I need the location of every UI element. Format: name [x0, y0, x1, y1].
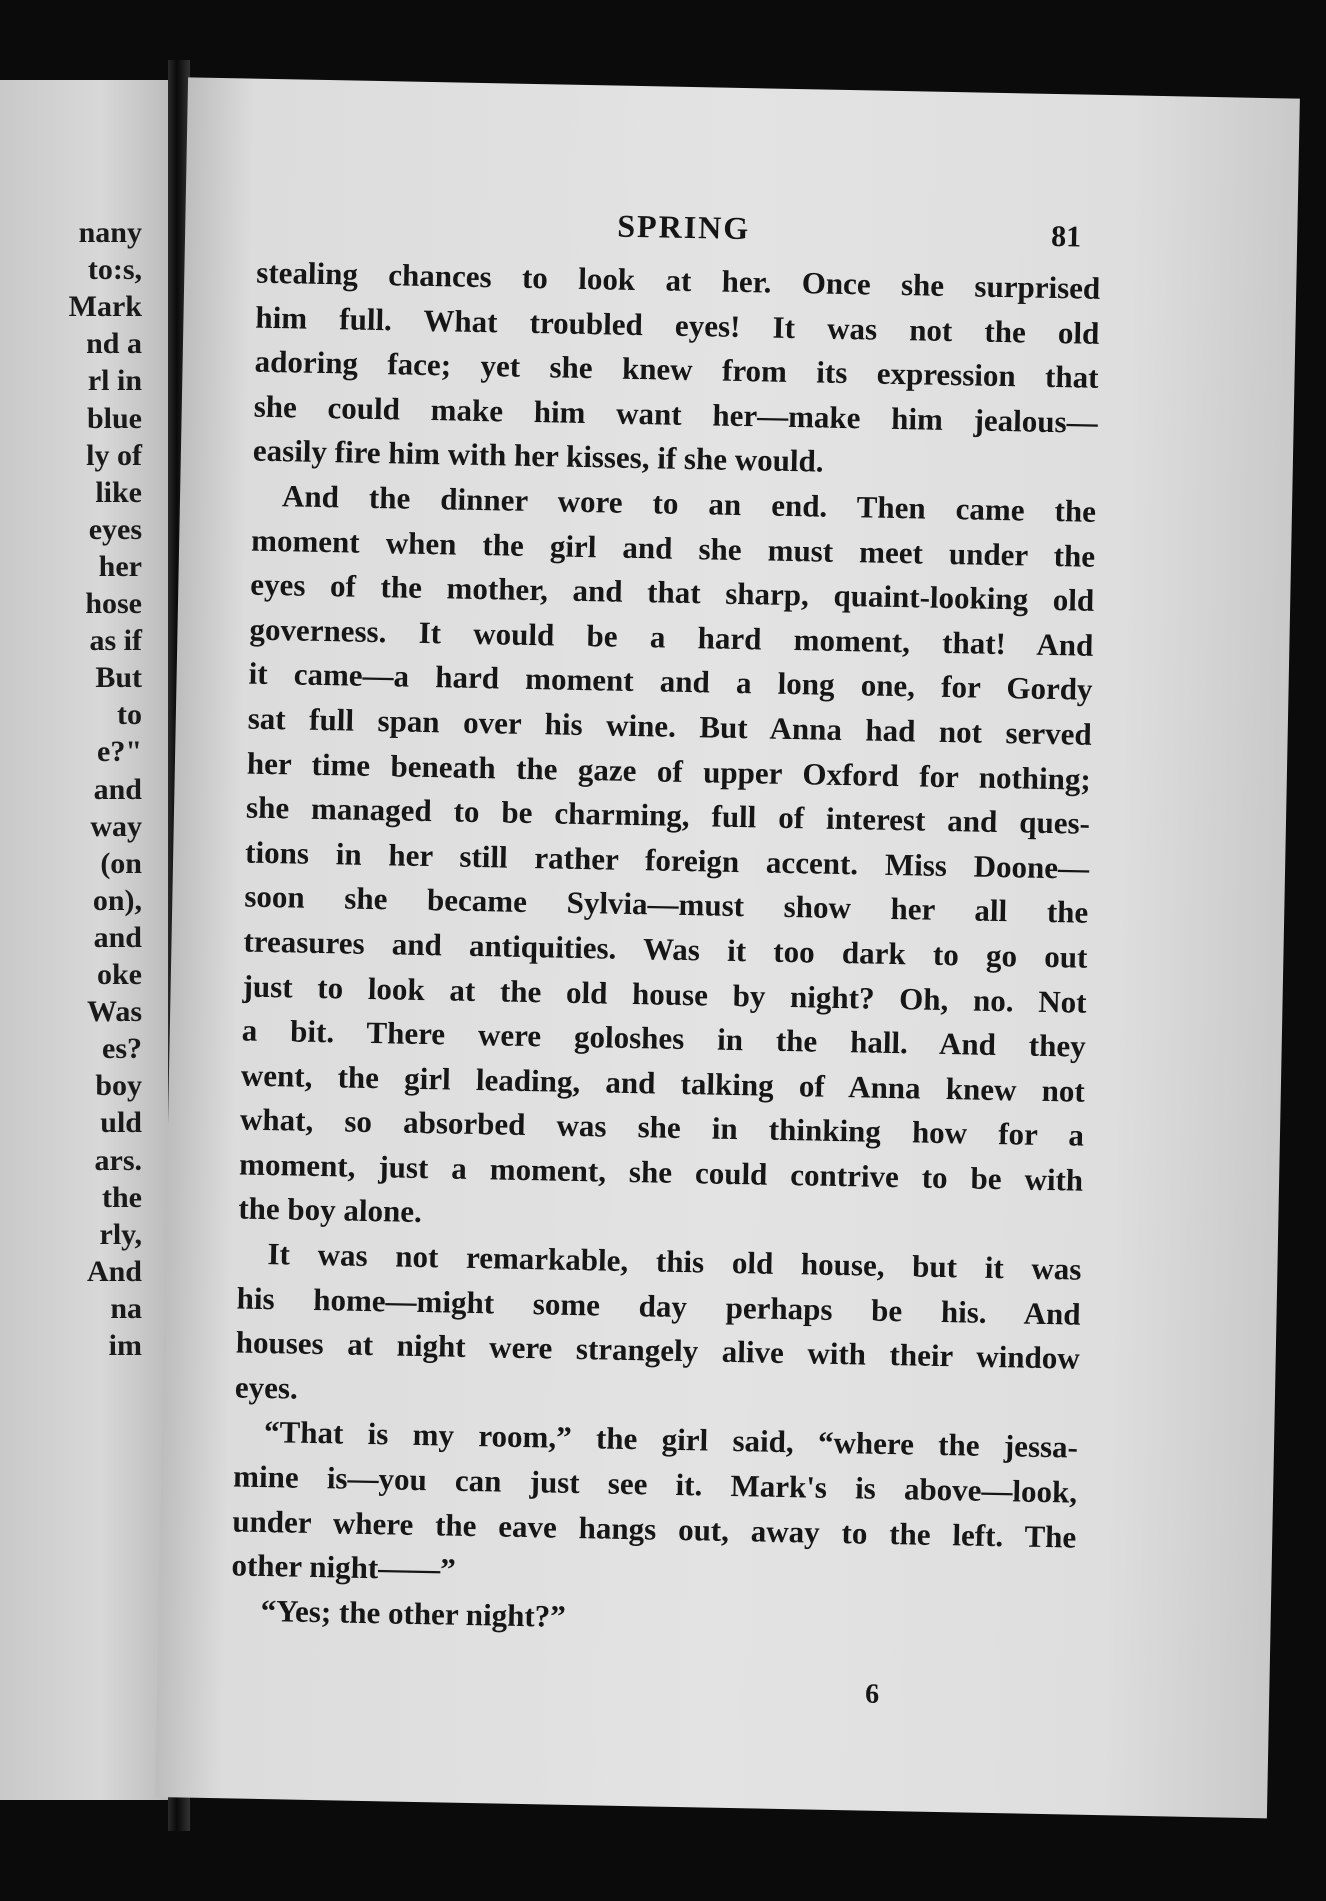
left-page-fragment: the [102, 1180, 142, 1214]
text-line: a bit. There were goloshes in the hall. And they [241, 1012, 1087, 1064]
text-line: under where the eave hangs out, away to the left. The [232, 1503, 1077, 1555]
left-page-fragment: na [110, 1291, 142, 1325]
text-line: adoring face; yet she knew from its expression that [254, 343, 1099, 396]
running-title: SPRING [616, 207, 751, 247]
text-line: treasures and antiquities. Was it too dark to go out [243, 923, 1088, 975]
left-page-fragment: Was [86, 995, 142, 1029]
left-page-fragment: es? [102, 1032, 142, 1066]
text-line: him full. What troubled eyes! It was not the old [255, 299, 1100, 351]
left-page-fragment: But [95, 661, 142, 695]
text-line: tions in her still rather foreign accent. Miss Doone— [244, 834, 1090, 886]
left-page-fragment: nany [78, 216, 142, 249]
left-page-fragment: And [86, 1254, 142, 1288]
text-line: sat full span over his wine. But Anna had not served [247, 700, 1092, 752]
left-page-fragment: and [93, 920, 142, 954]
text-line: moment when the girl and she must meet under the [250, 522, 1096, 574]
left-page-fragment: rly, [99, 1217, 142, 1251]
text-line: she managed to be charming, full of interest and ques- [245, 789, 1091, 841]
paragraph [235, 1232, 1082, 1427]
left-page-fragment: uld [100, 1106, 142, 1140]
text-line: And the dinner wore to an end. Then came the [281, 478, 1097, 529]
left-page-fragment: way [90, 809, 142, 843]
text-line: houses at night were strangely alive with their window [235, 1324, 1081, 1376]
paragraph [238, 474, 1096, 1248]
text-line: moment, just a moment, she could contrive to be with [238, 1146, 1084, 1198]
text-line: It was not remarkable, this old house, but it was [267, 1236, 1082, 1287]
left-page-fragment: blue [86, 401, 142, 435]
text-line: it came—a hard moment and a long one, for Gordy [248, 655, 1093, 708]
text-line: went, the girl leading, and talking of Anna knew not [240, 1057, 1086, 1109]
text-line: easily fire him with her kisses, if she would. [252, 433, 824, 479]
text-line: she could make him want her—make him jealous— [253, 388, 1098, 440]
text-line: what, so absorbed was she in thinking how for a [239, 1101, 1085, 1153]
left-page-fragment: oke [97, 958, 142, 991]
left-page-fragment: ars. [94, 1143, 142, 1177]
left-page-fragment: to:s, [87, 253, 142, 287]
left-page-fragment: on), [92, 883, 142, 917]
text-line: eyes. [234, 1369, 299, 1406]
text-line: “Yes; the other night?” [260, 1592, 567, 1634]
text-line: stealing chances to look at her. Once she surprised [256, 254, 1101, 306]
left-page-fragment: ly of [86, 438, 142, 472]
left-page-fragment: and [93, 772, 142, 806]
left-page-fragment: hose [85, 587, 142, 620]
book-page [155, 77, 1300, 1818]
left-page-fragment: to [117, 698, 142, 732]
text-line: the boy alone. [238, 1190, 423, 1230]
text-line: governess. It would be a hard moment, that! And [249, 611, 1094, 663]
left-page-fragment: her [98, 549, 142, 583]
page-number: 81 [1050, 219, 1082, 254]
left-page-fragment: rl in [87, 364, 142, 398]
left-page-fragment: Mark [68, 290, 142, 324]
text-line: “That is my room,” the girl said, “where the jessa- [263, 1414, 1079, 1466]
text-line: mine is—you can just see it. Mark's is above—look, [232, 1458, 1078, 1510]
left-page-fragment: like [95, 475, 142, 509]
signature-mark: 6 [864, 1678, 880, 1710]
bottom-shadow [0, 1831, 1326, 1901]
text-line: other night——” [231, 1547, 457, 1587]
text-line: just to look at the old house by night? Oh, no. Not [242, 968, 1087, 1020]
left-page-fragment: nd a [86, 327, 142, 361]
body-text [230, 251, 1100, 1649]
text-line: her time beneath the gaze of upper Oxford for nothing; [246, 745, 1092, 797]
left-page-fragment: as if [89, 624, 142, 658]
text-line: eyes of the mother, and that sharp, quaint-looking old [250, 566, 1095, 618]
paragraph [231, 1410, 1078, 1605]
left-page-edge [0, 80, 168, 1800]
left-page-fragment: boy [95, 1069, 142, 1103]
text-line: soon she became Sylvia—must show her all the [244, 878, 1089, 931]
paragraph [253, 251, 1101, 490]
left-page-fragment: eyes [88, 512, 142, 546]
text-line: his home—might some day perhaps be his. And [236, 1280, 1081, 1332]
running-head [185, 199, 1298, 260]
left-page-fragment: im [108, 1329, 142, 1362]
left-page-fragment: (on [100, 846, 142, 880]
left-page-fragment: e?" [97, 735, 142, 769]
